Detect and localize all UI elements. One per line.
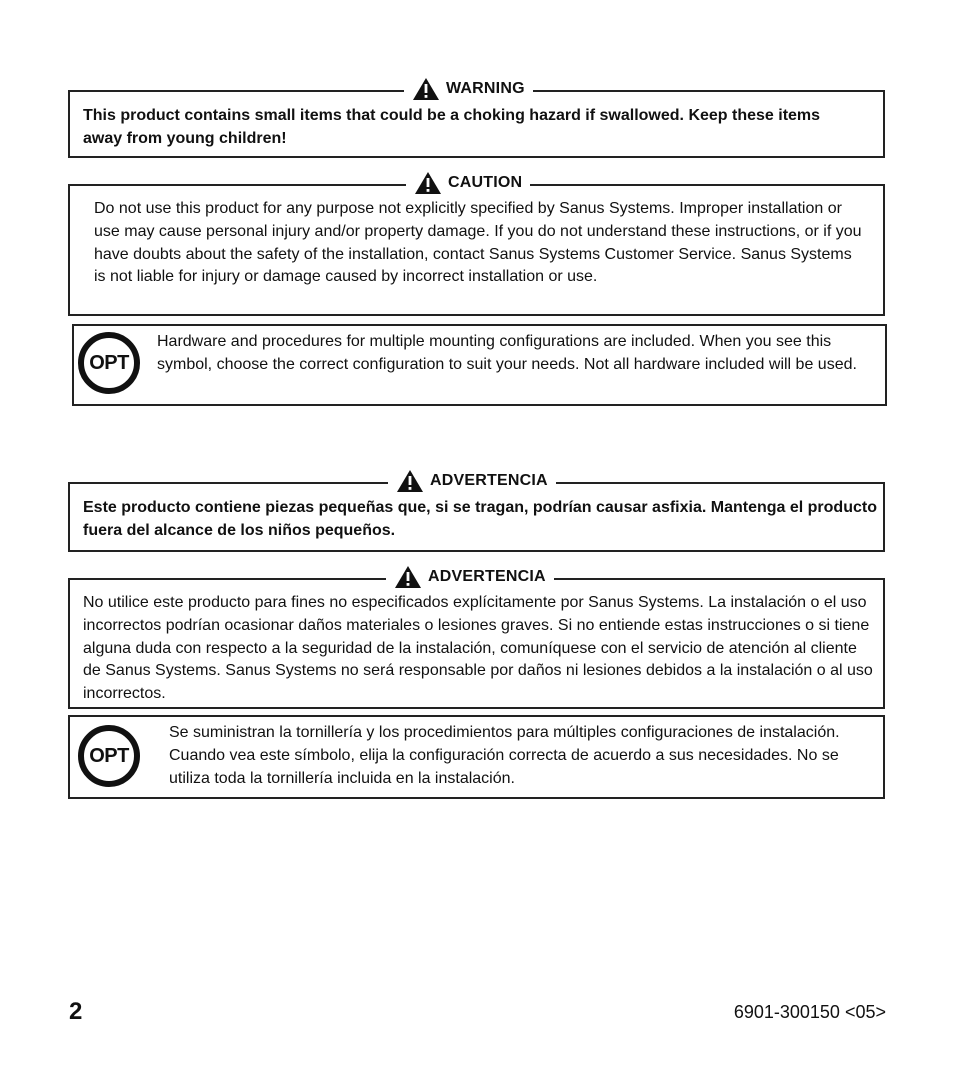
opt-text-es: Se suministran la tornillería y los procedimientos para múltiples configuraciones de instalación. Cuando vea este símbolo, elija la configuración correcta de acuerdo a sus necesidades. No se utiliza toda la tornillería incluida en la instalación. xyxy=(169,724,840,787)
warning-header-es xyxy=(388,469,556,493)
warning-title-es: ADVERTENCIA xyxy=(430,472,548,489)
warning-text-es: Este producto contiene piezas pequeñas que, si se tragan, podrían causar asfixia. Mantenga el producto fuera del alcance de los niños pequeños. xyxy=(83,499,877,539)
opt-box-es xyxy=(68,715,885,799)
caution-header-es xyxy=(386,565,554,589)
caution-title-es: ADVERTENCIA xyxy=(428,568,546,585)
opt-badge-icon xyxy=(78,725,140,787)
warning-box-en xyxy=(68,80,885,158)
caution-header-en xyxy=(406,171,530,195)
opt-text-en: Hardware and procedures for multiple mounting configurations are included. When you see this symbol, choose the correct configuration to suit your needs. Not all hardware included will be used. xyxy=(157,333,857,373)
caution-text-es: No utilice este producto para fines no especificados explícitamente por Sanus Systems. La instalación o el uso incorrectos podrían ocasionar daños materiales o lesiones graves. Si no entiende estas instrucciones o si tiene alguna duda con respecto a la seguridad de la instalación, comuníquese con el servicio de atención al cliente de Sanus Systems. Sanus Systems no será responsable por daños ni lesiones debidos a la instalación o al uso incorrectos. xyxy=(83,594,873,703)
caution-triangle-icon xyxy=(414,171,442,195)
opt-badge-label: OPT xyxy=(89,744,129,767)
opt-badge-icon xyxy=(78,332,140,394)
page-number: 2 xyxy=(69,998,83,1025)
caution-box-en xyxy=(68,174,885,316)
caution-box-es xyxy=(68,568,885,709)
warning-triangle-icon xyxy=(412,77,440,101)
warning-title-en: WARNING xyxy=(446,80,525,97)
caution-text-en: Do not use this product for any purpose not explicitly specified by Sanus Systems. Improper installation or use may cause personal injury and/or property damage. If you do not understand these instructions, or if you have doubts about the safety of the installation, contact Sanus Systems Customer Service. Sanus Systems is not liable for injury or damage caused by incorrect installation or use. xyxy=(94,200,862,286)
warning-box-es xyxy=(68,472,885,552)
caution-triangle-icon xyxy=(394,565,422,589)
opt-badge-label: OPT xyxy=(89,351,129,374)
warning-text-en: This product contains small items that could be a choking hazard if swallowed. Keep these items away from young children! xyxy=(83,107,821,147)
opt-box-en xyxy=(72,324,887,406)
document-code: 6901-300150 <05> xyxy=(733,1002,886,1022)
warning-triangle-icon xyxy=(396,469,424,493)
warning-header-en xyxy=(404,77,533,101)
caution-title-en: CAUTION xyxy=(448,174,523,191)
